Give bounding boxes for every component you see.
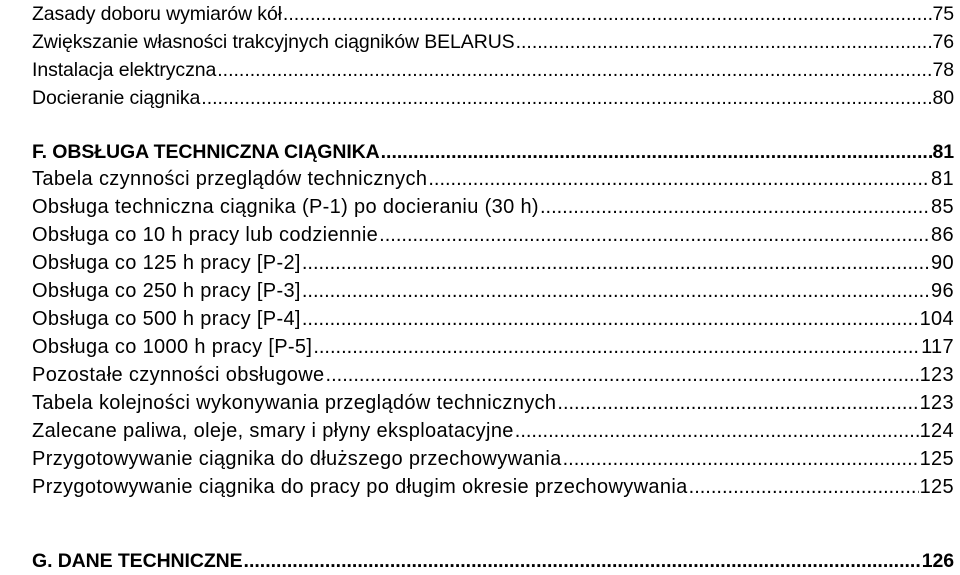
toc-entry: [32, 389, 954, 417]
toc-leader-dots: [557, 389, 918, 417]
toc-leader-dots: [381, 138, 932, 166]
toc-entry: [32, 221, 954, 249]
toc-entry: [32, 333, 954, 361]
toc-entry-title: Obsługa techniczna ciągnika (P-1) po docieraniu (30 h): [32, 196, 539, 218]
toc-entry-page: 80: [932, 87, 954, 109]
toc-entry-page: 123: [919, 392, 954, 414]
toc-entry-page: 76: [932, 31, 954, 53]
toc-entry-page: 81: [931, 168, 954, 190]
toc-entry: [32, 473, 954, 501]
toc-entry-title: Obsługa co 250 h pracy [P-3]: [32, 280, 301, 302]
toc-entry-title: Tabela czynności przeglądów technicznych: [32, 168, 428, 190]
toc-leader-dots: [217, 56, 931, 84]
toc-entry: [32, 28, 954, 56]
toc-section-heading: [32, 138, 954, 166]
toc-entry-page: 78: [932, 59, 954, 81]
toc-leader-dots: [428, 165, 930, 193]
toc-entry: [32, 84, 954, 112]
toc-entry-page: 75: [932, 3, 954, 25]
toc-entry-title: Zalecane paliwa, oleje, smary i płyny eksploatacyjne: [32, 420, 514, 442]
toc-leader-dots: [515, 417, 919, 445]
toc-leader-dots: [379, 221, 930, 249]
toc-entry-title: Zwiększanie własności trakcyjnych ciągników BELARUS: [32, 31, 515, 53]
toc-entry-title: Obsługa co 125 h pracy [P-2]: [32, 252, 301, 274]
toc-entry-page: 86: [931, 224, 954, 246]
toc-entry-title: G. DANE TECHNICZNE: [32, 550, 243, 572]
toc-leader-dots: [201, 84, 931, 112]
toc-entry-title: Przygotowywanie ciągnika do dłuższego przechowywania: [32, 448, 562, 470]
toc-entry-title: Obsługa co 500 h pracy [P-4]: [32, 308, 301, 330]
toc-entry-title: Pozostałe czynności obsługowe: [32, 364, 325, 386]
toc-leader-dots: [244, 547, 921, 575]
toc-entry-page: 85: [931, 196, 954, 218]
toc-entry: [32, 361, 954, 389]
toc-entry-page: 123: [919, 364, 954, 386]
toc-entry-title: Obsługa co 1000 h pracy [P-5]: [32, 336, 313, 358]
toc-entry: [32, 193, 954, 221]
toc-leader-dots: [302, 277, 930, 305]
toc-entry: [32, 417, 954, 445]
toc-entry-title: Obsługa co 10 h pracy lub codziennie: [32, 224, 379, 246]
toc-leader-dots: [516, 28, 932, 56]
toc-entry-page: 90: [931, 252, 954, 274]
toc-entry-page: 124: [919, 420, 954, 442]
toc-entry-page: 125: [919, 476, 954, 498]
toc-leader-dots: [283, 0, 932, 28]
toc-leader-dots: [540, 193, 930, 221]
toc-entry: [32, 305, 954, 333]
toc-entry: [32, 249, 954, 277]
toc-entry: [32, 56, 954, 84]
toc-entry-title: Tabela kolejności wykonywania przeglądów technicznych: [32, 392, 557, 414]
toc-leader-dots: [313, 333, 920, 361]
toc-entry-page: 126: [921, 550, 954, 572]
toc-entry: [32, 277, 954, 305]
toc-leader-dots: [563, 445, 919, 473]
toc-leader-dots: [302, 249, 930, 277]
toc-leader-dots: [302, 305, 919, 333]
toc-entry: [32, 0, 954, 28]
toc-entry-title: F. OBSŁUGA TECHNICZNA CIĄGNIKA: [32, 141, 380, 163]
toc-entry-title: Przygotowywanie ciągnika do pracy po długim okresie przechowywania: [32, 476, 688, 498]
toc-entry-page: 96: [931, 280, 954, 302]
toc-entry-page: 125: [919, 448, 954, 470]
toc-entry: [32, 165, 954, 193]
toc-entry-title: Zasady doboru wymiarów kół: [32, 3, 282, 25]
toc-leader-dots: [689, 473, 919, 501]
toc-entry-page: 81: [932, 141, 954, 163]
toc-leader-dots: [326, 361, 919, 389]
toc-entry: [32, 445, 954, 473]
toc-entry-page: 104: [919, 308, 954, 330]
toc-entry-title: Docieranie ciągnika: [32, 87, 201, 109]
toc-section-heading: [32, 547, 954, 575]
toc-entry-page: 117: [921, 336, 954, 358]
toc-entry-title: Instalacja elektryczna: [32, 59, 217, 81]
